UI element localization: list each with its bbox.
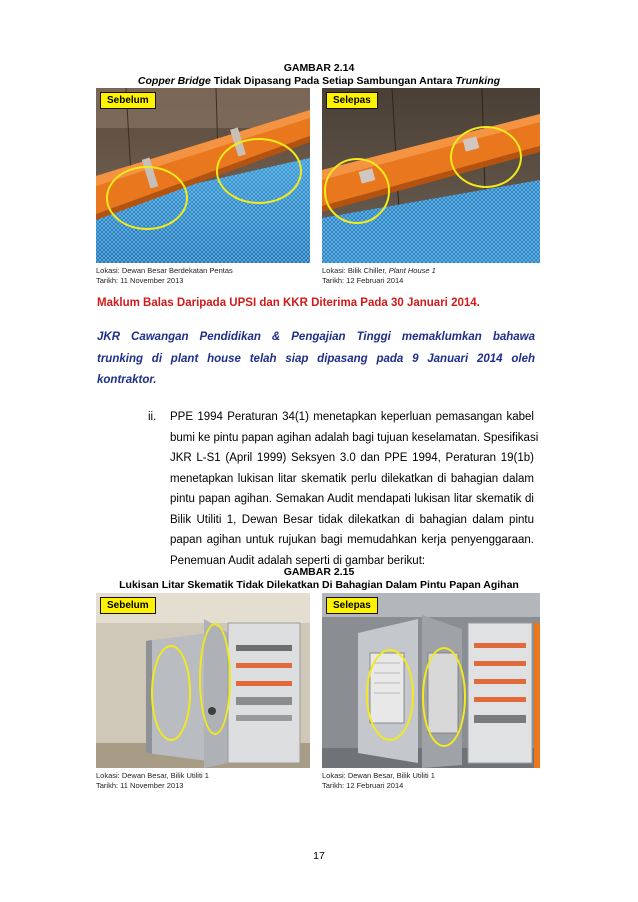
after-location: Lokasi: Bilik Chiller, Plant House 1 Tarikh: 12 Februari 2014 [322,266,436,285]
figure-2-15-caption: Lukisan Litar Skematik Tidak Dilekatkan Di Bahagian Dalam Pintu Papan Agihan [119,579,519,591]
photo-after-trunking [322,88,540,263]
figure-2-14-caption [0,75,638,88]
photo-before-panel [96,593,310,768]
after-panel-location: Lokasi: Dewan Besar, Bilik Utiliti 1 Tarikh: 12 Februari 2014 [322,771,435,790]
caption-italic-trunking: Trunking [455,75,501,87]
figure-2-15-number: GAMBAR 2.15 [283,566,355,578]
before-tag: Sebelum [100,597,156,614]
response-heading: Maklum Balas Daripada UPSI dan KKR Diterima Pada 30 Januari 2014. [97,297,480,309]
response-paragraph: JKR Cawangan Pendidikan & Pengajian Tinggi memaklumkan bahawa trunking di plant house telah siap dipasang pada 9 Januari 2014 oleh kontraktor. [97,331,535,386]
highlight-circle [106,166,188,230]
figure-2-14-number: GAMBAR 2.14 [283,62,355,74]
list-marker: ii. [148,411,157,423]
photo-after-panel [322,593,540,768]
before-location: Lokasi: Dewan Besar Berdekatan Pentas Tarikh: 11 November 2013 [96,266,233,285]
highlight-circle [366,649,414,741]
highlight-circle [199,623,231,735]
after-tag: Selepas [326,597,378,614]
before-tag: Sebelum [100,92,156,109]
highlight-circle [324,158,390,224]
before-panel-location: Lokasi: Dewan Besar, Bilik Utiliti 1 Tarikh: 11 November 2013 [96,771,209,790]
caption-italic-copper-bridge: Copper Bridge [137,75,211,87]
audit-paragraph: PPE 1994 Peraturan 34(1) menetapkan keperluan pemasangan kabel bumi ke pintu papan agihan adalah bagi tujuan keselamatan. Spesifikasi JKR L-S1 (April 1999) Seksyen 3.0 dan PPE 1994, Peraturan 19(1b) menetapkan lukisan litar skematik perlu dilekatkan di bahagian dalam pintu papan agihan. Semakan Audit mendapati lukisan litar skematik di Bilik Utiliti 1, Dewan Besar tidak dilekatkan di bahagian dalam pintu papan agihan untuk rujukan bagi memudahkan kerja penyenggaraan. Penemuan Audit adalah seperti di gambar berikut: [170,411,539,567]
highlight-circle [216,138,302,204]
page-number: 17 [313,850,325,862]
after-tag: Selepas [326,92,378,109]
photo-before-trunking [96,88,310,263]
highlight-circle [151,645,191,741]
highlight-circle [422,647,466,747]
caption-middle: Tidak Dipasang Pada Setiap Sambungan Antara [210,75,456,87]
highlight-circle [450,126,522,188]
